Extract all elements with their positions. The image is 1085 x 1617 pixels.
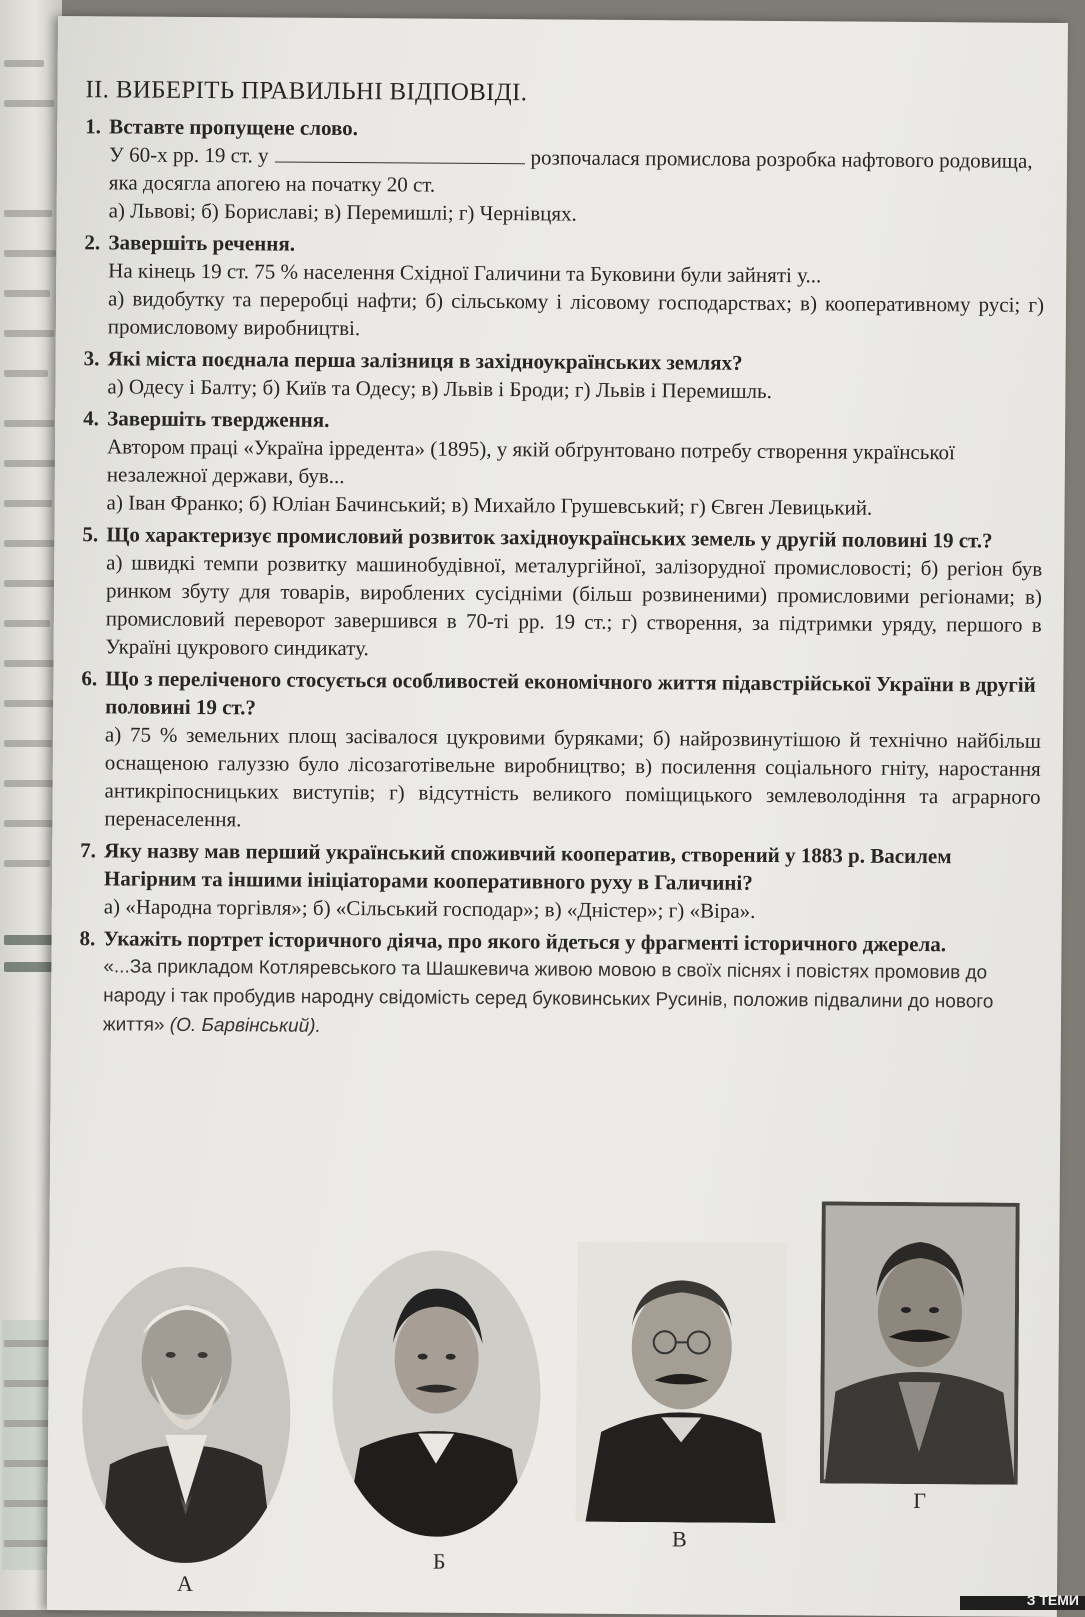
question-title: Що з переліченого стосується особливостей економічного життя підавстрійської України в другій половині 19 ст.? — [105, 664, 1041, 727]
portrait-label-g: Г — [900, 1488, 940, 1514]
question-3 — [83, 344, 1043, 407]
question-number: 5. — [82, 520, 106, 548]
question-number: 1. — [85, 112, 109, 140]
question-number: 7. — [80, 836, 104, 892]
answer-options: а) швидкі темпи розвитку машинобудівної, металургійної, залізорудної промисловості; б) регіон був ринком збуту для товарів, вироблених сусідніми (більш розвиненими) промисловими регіонами; в) промисловий переворот завершився в 70-ті рр. 19 ст.; г) створення, за підтримки уряду, першого в Україні цукрового синдикату. — [106, 548, 1043, 667]
answer-options: а) 75 % земельних площ засівалося цукровими буряками; б) найрозвинутішою й технічно найбільш оснащеною галуззю було лісозаготівельне виробництво; в) посилення соціального гніту, наростання антикріпосницьких виступів; г) відсутність великого поміщицького землеволодіння та аграрного перенаселення. — [104, 720, 1041, 839]
portrait-v — [576, 1242, 788, 1523]
portrait-b — [329, 1248, 543, 1539]
question-title: Завершіть речення. — [108, 228, 295, 257]
question-5 — [82, 520, 1043, 667]
portrait-g — [820, 1201, 1020, 1484]
page-corner-tab — [960, 1596, 1085, 1610]
answer-options: а) Львові; б) Бориславі; в) Перемишлі; г) Чернівцях. — [109, 196, 1045, 231]
corner-text: З ТЕМИ — [1027, 1592, 1079, 1608]
question-number: 4. — [83, 404, 107, 432]
portrait-label-v: В — [659, 1526, 699, 1552]
answer-options: а) Одесу і Балту; б) Київ та Одесу; в) Львів і Броди; г) Львів і Перемишль. — [107, 372, 1043, 407]
question-title: Вставте пропущене слово. — [109, 112, 358, 142]
source-quote — [79, 952, 1040, 1046]
question-text-continued: розпочалася промислова розробка нафтового родовища, яка досягла апогею на початку 20 ст. — [109, 145, 1033, 196]
answer-options: а) видобутку та переробці нафти; б) сільському і лісовому господарствах; в) кооперативному русі; г) промисловому виробництві. — [108, 284, 1044, 347]
portrait-label-a: А — [165, 1571, 205, 1597]
answer-options: а) Іван Франко; б) Юліан Бачинський; в) Михайло Грушевський; г) Євген Левицький. — [107, 488, 1043, 523]
quote-author: (О. Барвінський). — [170, 1015, 321, 1037]
section-title: ІІ. ВИБЕРІТЬ ПРАВИЛЬНІ ВІДПОВІДІ. — [85, 76, 1045, 111]
question-number: 6. — [81, 664, 105, 720]
question-6 — [80, 664, 1041, 839]
question-title: Яку назву мав перший український споживчий кооператив, створений у 1883 р. Василем Нагірним та іншими ініціаторами кооперативного руху в Галичині? — [104, 836, 1040, 899]
question-7 — [80, 836, 1041, 927]
textbook-page — [47, 16, 1068, 1617]
question-title: Які міста поєднала перша залізниця в західноукраїнських землях? — [108, 344, 743, 376]
portrait-a — [79, 1264, 293, 1565]
page-content — [79, 76, 1046, 1050]
question-number: 3. — [84, 344, 108, 372]
question-number: 2. — [84, 228, 108, 256]
portrait-label-b: Б — [419, 1549, 459, 1575]
answer-options: а) «Народна торгівля»; б) «Сільський господар»; в) «Дністер»; г) «Віра». — [104, 892, 1040, 927]
question-1 — [85, 112, 1046, 231]
question-text: Автором праці «Україна ірредента» (1895), у якій обґрунтовано потребу створення української незалежної держави, був... — [107, 432, 1043, 495]
question-title: Укажіть портрет історичного діяча, про якого йдеться у фрагменті історичного джерела. — [103, 924, 946, 958]
question-title: Що характеризує промисловий розвиток західноукраїнських земель у другій половині 19 ст.? — [106, 520, 992, 554]
question-text: У 60-х рр. 19 ст. у — [109, 142, 269, 167]
question-text: На кінець 19 ст. 75 % населення Східної Галичини та Буковини були зайняті у... — [108, 256, 1044, 291]
quote-text: «...За прикладом Котляревського та Шашкевича живою мовою в своїх піснях і повістях промовив до народу і так пробудив народну свідомість серед буковинських Русинів, положив підвалини до нового життя» — [103, 956, 994, 1035]
question-title: Завершіть твердження. — [107, 404, 329, 434]
question-number: 8. — [79, 924, 103, 952]
answer-blank — [275, 144, 525, 165]
question-2 — [84, 228, 1045, 347]
question-4 — [83, 404, 1044, 523]
question-8 — [79, 924, 1040, 1046]
